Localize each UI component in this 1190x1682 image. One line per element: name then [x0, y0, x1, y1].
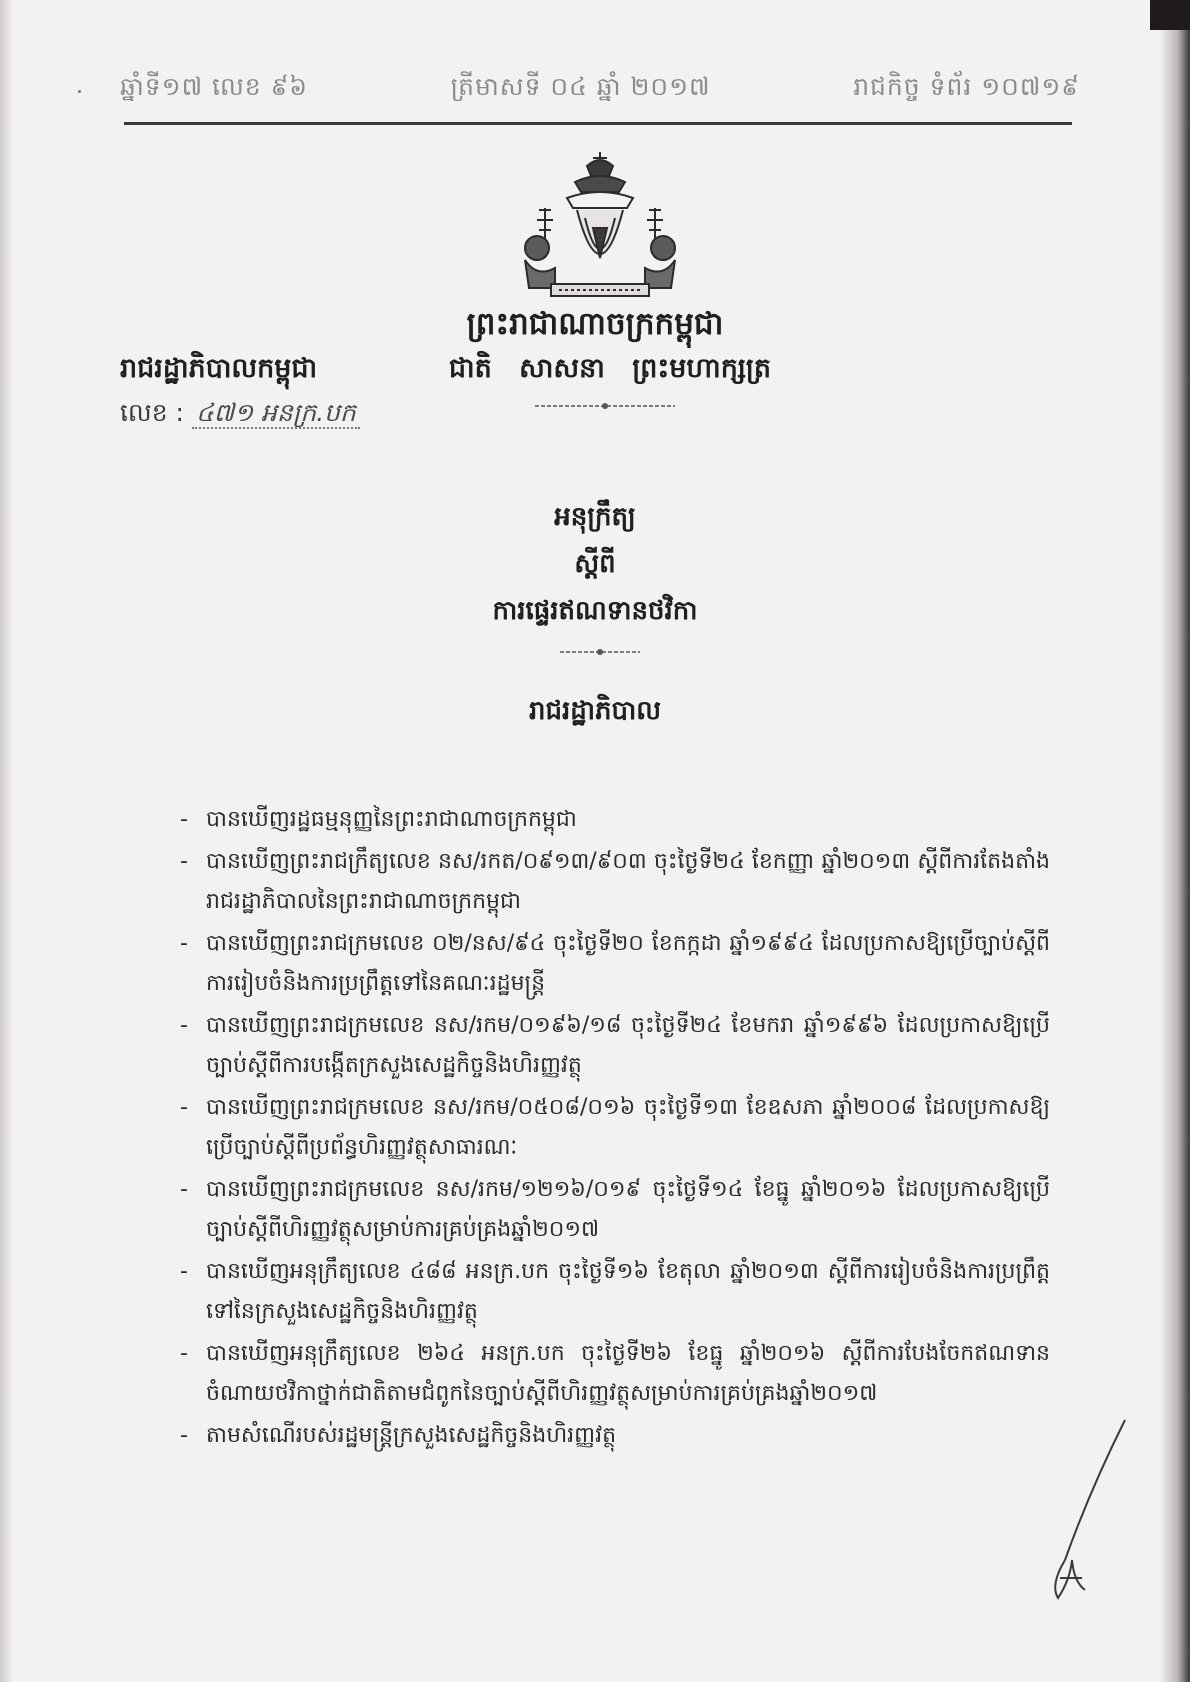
scan-edge-right [1160, 0, 1190, 1682]
scan-corner [1150, 0, 1190, 30]
divider-ornament-icon [560, 648, 640, 656]
preamble-item: - បានឃើញព្រះរាជក្រមលេខ នស/រកម/១២១៦/០១៩ ចុះថ្ងៃទី១៤ ខែធ្នូ ឆ្នាំ២០១៦ ដែលប្រកាសឱ្យប្រើច្បាប់ស្តីពីហិរញ្ញវត្ថុសម្រាប់ការគ្រប់គ្រងឆ្នាំ២០១៧ [180, 1170, 1050, 1250]
header-rule [124, 122, 1072, 125]
preamble-item: - បានឃើញអនុក្រឹត្យលេខ ៤៨៨ អនក្រ.បក ចុះថ្ងៃទី១៦ ខែតុលា ឆ្នាំ២០១៣ ស្តីពីការរៀបចំនិងការប្រព្រឹត្តទៅនៃក្រសួងសេដ្ឋកិច្ចនិងហិរញ្ញវត្ថុ [180, 1252, 1050, 1332]
scan-speck [78, 90, 81, 93]
document-concerning: ស្តីពី [574, 549, 616, 579]
document-number-label: លេខ : [120, 398, 184, 427]
preamble-item: - បានឃើញព្រះរាជក្រមលេខ នស/រកម/០១៩៦/១៨ ចុះថ្ងៃទី២៤ ខែមករា ឆ្នាំ១៩៩៦ ដែលប្រកាសឱ្យប្រើច្បាប់ស្តីពីការបង្កើតក្រសួងសេដ្ឋកិច្ចនិងហិរញ្ញវត្ថុ [180, 1006, 1050, 1086]
gazette-date: ត្រីមាសទី ០៤ ឆ្នាំ ២០១៧ [450, 72, 711, 101]
preamble-item: - បានឃើញអនុក្រឹត្យលេខ ២៦៤ អនក្រ.បក ចុះថ្ងៃទី២៦ ខែធ្នូ ឆ្នាំ២០១៦ ស្តីពីការបែងចែកឥណទានចំណាយថវិកាថ្នាក់ជាតិតាមជំពូកនៃច្បាប់ស្តីពីហិរញ្ញវត្ថុសម្រាប់ការគ្រប់គ្រងឆ្នាំ២០១៧ [180, 1334, 1050, 1414]
royal-arms-icon [515, 148, 685, 303]
preamble-list [180, 800, 1050, 1458]
document-type: អនុក្រឹត្យ [554, 502, 636, 532]
initial-signature-icon [1010, 1410, 1150, 1610]
gazette-header [120, 70, 1080, 110]
preamble-item: - បានឃើញព្រះរាជក្រមលេខ នស/រកម/០៥០៨/០១៦ ចុះថ្ងៃទី១៣ ខែឧសភា ឆ្នាំ២០០៨ ដែលប្រកាសឱ្យប្រើច្បាប់ស្តីពីប្រព័ន្ធហិរញ្ញវត្ថុសាធារណៈ [180, 1088, 1050, 1168]
gazette-page-ref: រាជកិច្ច ទំព័រ ១០៧១៩ [853, 72, 1080, 101]
divider-ornament-icon [535, 402, 675, 410]
preamble-item: - បានឃើញរដ្ឋធម្មនុញ្ញនៃព្រះរាជាណាចក្រកម្ពុជា [180, 800, 1050, 840]
preamble-item: - បានឃើញព្រះរាជក្រឹត្យលេខ នស/រកត/០៩១៣/៩០៣ ចុះថ្ងៃទី២៤ ខែកញ្ញា ឆ្នាំ២០១៣ ស្តីពីការតែងតាំងរាជរដ្ឋាភិបាលនៃព្រះរាជាណាចក្រកម្ពុជា [180, 842, 1050, 922]
preamble-item: - តាមសំណើរបស់រដ្ឋមន្ត្រីក្រសួងសេដ្ឋកិច្ចនិងហិរញ្ញវត្ថុ [180, 1416, 1050, 1456]
national-motto: ជាតិ សាសនា ព្រះមហាក្សត្រ [448, 353, 772, 384]
issuing-body-heading: រាជរដ្ឋាភិបាល [528, 696, 662, 726]
issuing-authority: រាជរដ្ឋាភិបាលកម្ពុជា [120, 353, 318, 384]
preamble-item: - បានឃើញព្រះរាជក្រមលេខ ០២/នស/៩៤ ចុះថ្ងៃទី២០ ខែកក្កដា ឆ្នាំ១៩៩៤ ដែលប្រកាសឱ្យប្រើច្បាប់ស្តីពីការរៀបចំនិងការប្រព្រឹត្តទៅនៃគណៈរដ្ឋមន្ត្រី [180, 924, 1050, 1004]
kingdom-title: ព្រះរាជាណាចក្រកម្ពុជា [466, 306, 724, 342]
scan-edge-left [0, 0, 14, 1682]
document-subject: ការផ្ទេរឥណទានថវិកា [492, 596, 698, 626]
document-number [120, 398, 360, 434]
document-number-value: ៤៧១ អនក្រ.បក [192, 398, 360, 429]
gazette-year-issue: ឆ្នាំទី១៧ លេខ ៩៦ [120, 72, 309, 101]
